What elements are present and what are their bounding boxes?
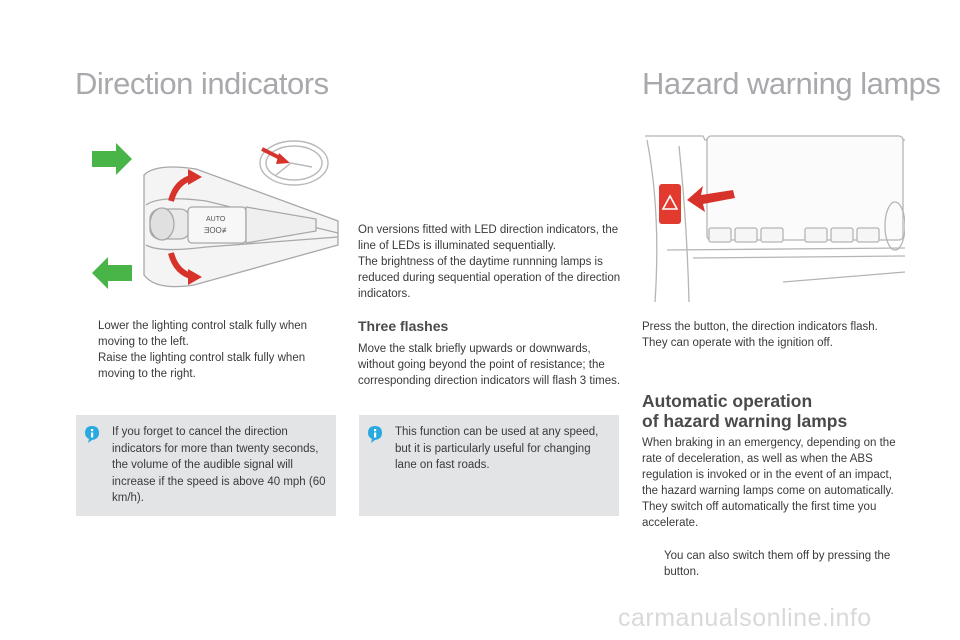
three-flashes-text: Move the stalk briefly upwards or downwards, without going beyond the point of resistance; the corresponding direction indicators will flash 3 times. (358, 343, 621, 387)
stalk-instructions (76, 318, 338, 382)
info-box-lane-change (359, 415, 619, 516)
stalk-illustration (76, 135, 340, 303)
led-indicator-text: On versions fitted with LED direction indicators, the line of LEDs is illuminated sequentially. The brightness of the daytime runnning lamps is reduced during sequential operation of the direction indicators. (358, 224, 621, 300)
title-hazard-warning-lamps: Hazard warning lamps (642, 66, 941, 101)
hazard-off-instructions (642, 548, 906, 580)
info-icon (84, 425, 100, 443)
info-text: If you forget to cancel the direction indicators for more than twenty seconds, the volume of the audible signal will increase if the speed is above 40 mph (60 km/h). (112, 426, 326, 504)
steering-wheel-thumbnail (260, 141, 328, 185)
lighting-stalk (144, 167, 338, 287)
list-item: Lower the lighting control stalk fully when moving to the left. (98, 320, 308, 348)
stalk-auto-label: AUTO (206, 216, 226, 223)
list-item: You can also switch them off by pressing the button. (664, 550, 891, 578)
watermark: carmanualsonline.info (618, 604, 872, 632)
hazard-press-text: Press the button, the direction indicators flash. They can operate with the ignition off. (642, 321, 878, 349)
info-icon (367, 425, 383, 443)
green-right-arrow (92, 143, 132, 175)
hazard-button (659, 184, 681, 224)
dashboard-illustration (643, 132, 905, 304)
dashboard-console (645, 136, 905, 302)
green-left-arrow (92, 257, 132, 289)
automatic-operation-text: When braking in an emergency, depending on the rate of deceleration, as well as when the ABS regulation is invoked or in the event of an impact, the hazard warning lamps come on automatically. They switch off automatically the first time you accelerate. (642, 437, 896, 529)
stalk-lamp-symbol: ƎOO≢ (204, 226, 230, 235)
three-flashes-heading: Three flashes (358, 318, 449, 334)
title-direction-indicators: Direction indicators (75, 66, 329, 101)
info-box-audible-signal (76, 415, 336, 516)
info-text: This function can be used at any speed, but it is particularly useful for changing lane on fast roads. (395, 426, 599, 471)
list-item: Raise the lighting control stalk fully when moving to the right. (98, 352, 306, 380)
automatic-operation-heading: Automatic operation of hazard warning lamps (642, 391, 848, 431)
